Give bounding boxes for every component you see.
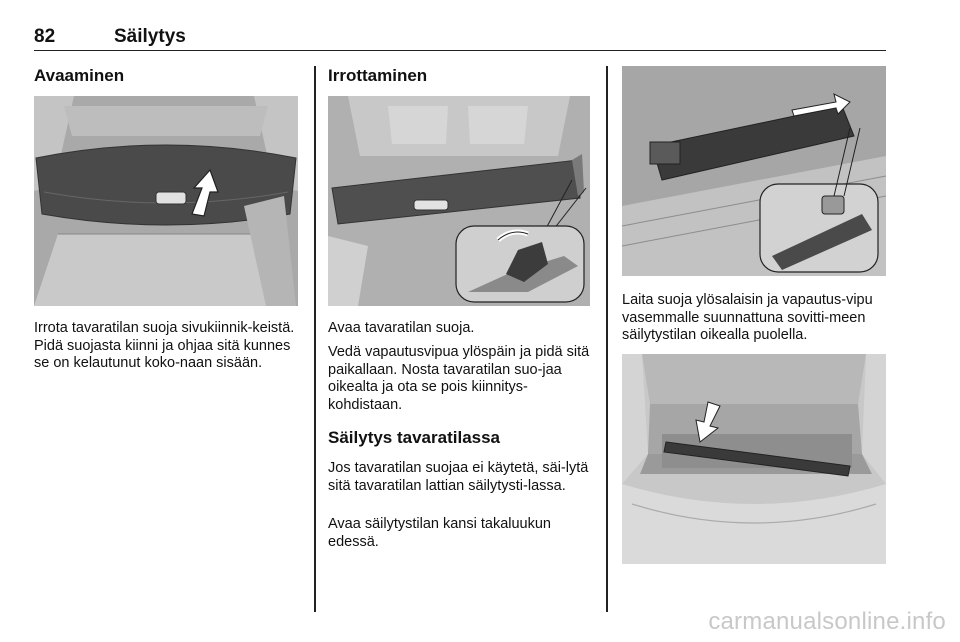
paragraph-storage-hint: Jos tavaratilan suojaa ei käytetä, säi-lytä sitä tavaratilan lattian säilytysti-lassa. [328, 460, 589, 494]
illustration-cover-removing [328, 96, 590, 306]
paragraph-open-cover: Avaa tavaratilan suoja. [328, 320, 475, 336]
paragraph-open-compartment: Avaa säilytystilan kansi takaluukun edessä. [328, 516, 551, 550]
section-heading-removing: Irrottaminen [328, 66, 428, 85]
illustration-cover-upside-down [622, 66, 886, 276]
illustration-storage-compartment [622, 354, 886, 564]
page-header [34, 22, 886, 51]
paragraph-place-cover: Laita suoja ylösalaisin ja vapautus-vipu vasemmalle suunnattuna sovitti-meen säilytystilan oikealla puolella. [622, 292, 873, 343]
paragraph-opening: Irrota tavaratilan suoja sivukiinnik-keistä. Pidä suojasta kiinni ja ohjaa sitä kunnes se on kelautunut koko-naan sisään. [34, 320, 295, 371]
column-divider-2 [606, 66, 608, 612]
chapter-title: Säilytys [114, 26, 186, 47]
section-heading-opening: Avaaminen [34, 66, 125, 85]
illustration-cover-opening [34, 96, 298, 306]
paragraph-release-lever: Vedä vapautusvipua ylöspäin ja pidä sitä paikallaan. Nosta tavaratilan suo-jaa oikealta ja ota se pois kiinnitys-kohdistaan. [328, 344, 590, 413]
column-divider-1 [314, 66, 316, 612]
section-heading-storage: Säilytys tavaratilassa [328, 428, 501, 447]
page-number: 82 [34, 26, 56, 47]
watermark: carmanualsonline.info [708, 608, 946, 635]
